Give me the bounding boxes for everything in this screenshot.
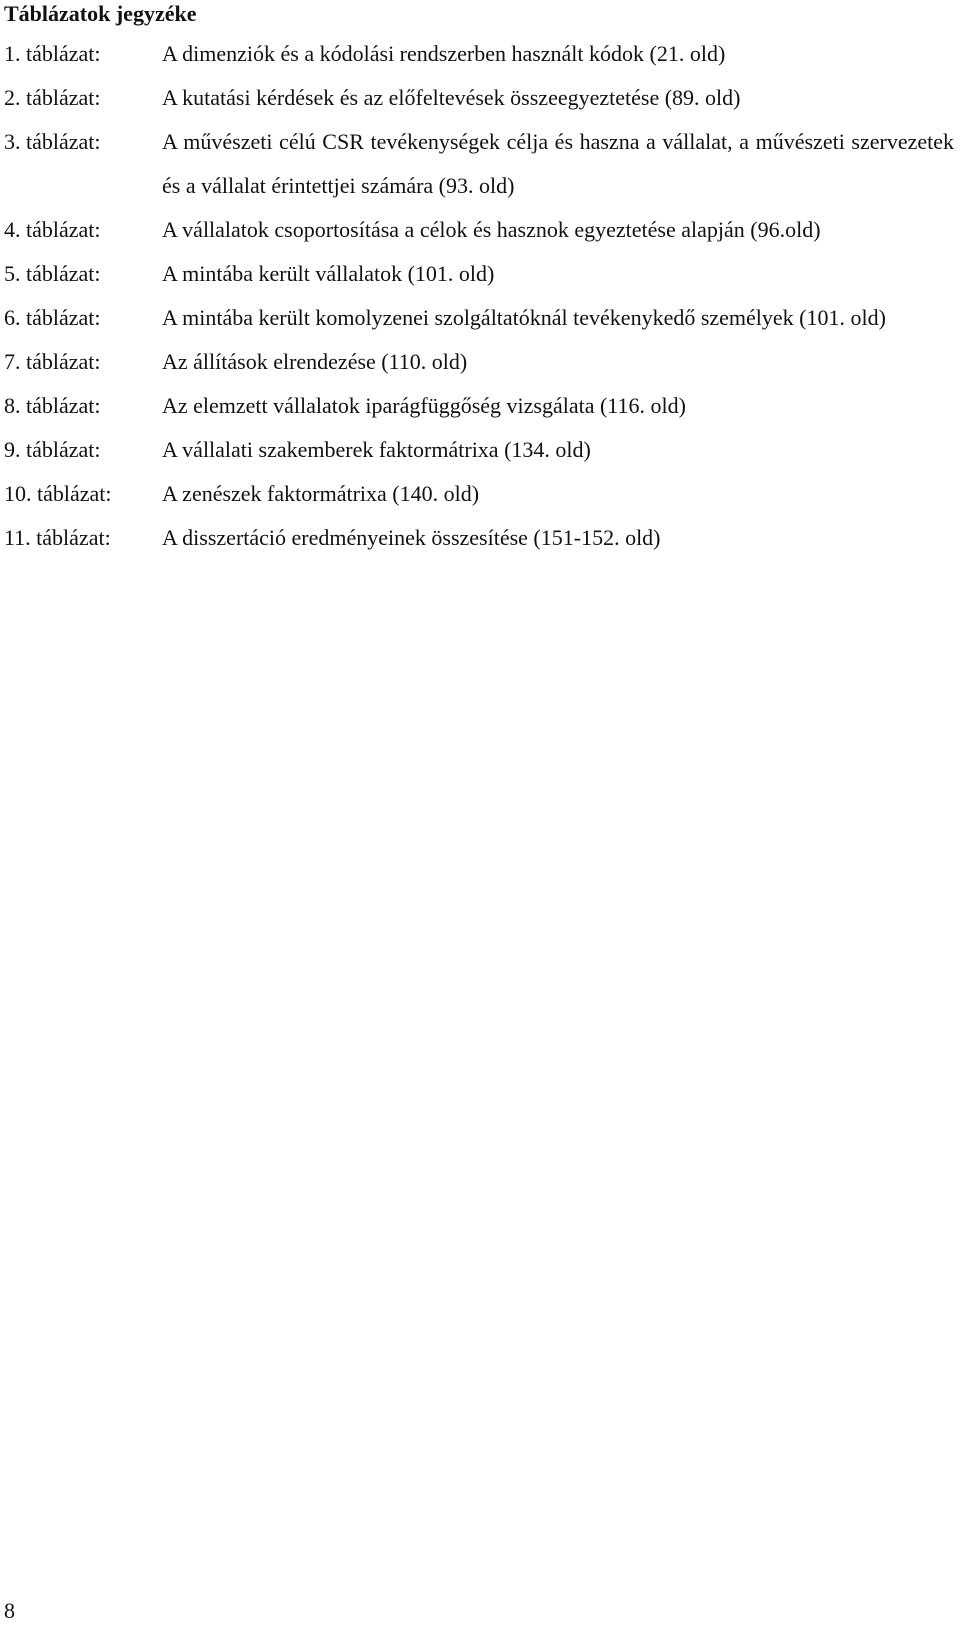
- list-item: [4, 428, 954, 472]
- page-number: 8: [4, 1598, 15, 1623]
- table-title: Az elemzett vállalatok iparágfüggőség vizsgálata (116. old): [162, 393, 686, 418]
- page-title: Táblázatok jegyzéke: [4, 1, 197, 26]
- table-number: 7. táblázat:: [4, 349, 101, 374]
- table-number: 11. táblázat:: [4, 525, 111, 550]
- table-number: 10. táblázat:: [4, 481, 112, 506]
- list-item: [4, 472, 954, 516]
- table-number: 9. táblázat:: [4, 437, 101, 462]
- table-title: A mintába került vállalatok (101. old): [162, 261, 495, 286]
- list-item: [4, 516, 954, 560]
- table-title: A művészeti célú CSR tevékenységek célja és haszna a vállalat, a művészeti szervezetek és a vállalat érintettjei számára (93. old): [162, 129, 954, 198]
- table-list: [4, 32, 954, 560]
- list-item: [4, 340, 954, 384]
- table-title: A kutatási kérdések és az előfeltevések összeegyeztetése (89. old): [162, 85, 741, 110]
- table-number: 6. táblázat:: [4, 305, 101, 330]
- table-number: 1. táblázat:: [4, 41, 101, 66]
- table-title: A disszertáció eredményeinek összesítése (151-152. old): [162, 525, 661, 550]
- table-title: A vállalatok csoportosítása a célok és hasznok egyeztetése alapján (96.old): [162, 217, 821, 242]
- table-number: 4. táblázat:: [4, 217, 101, 242]
- list-item: [4, 296, 954, 340]
- list-item: [4, 252, 954, 296]
- table-number: 5. táblázat:: [4, 261, 101, 286]
- table-title: Az állítások elrendezése (110. old): [162, 349, 468, 374]
- table-title: A mintába került komolyzenei szolgáltatóknál tevékenykedő személyek (101. old): [162, 305, 886, 330]
- list-item: [4, 208, 954, 252]
- table-title: A dimenziók és a kódolási rendszerben használt kódok (21. old): [162, 41, 726, 66]
- table-title: A vállalati szakemberek faktormátrixa (134. old): [162, 437, 591, 462]
- table-number: 2. táblázat:: [4, 85, 101, 110]
- list-item: [4, 76, 954, 120]
- table-number: 3. táblázat:: [4, 129, 101, 154]
- list-item: [4, 384, 954, 428]
- list-item: [4, 32, 954, 76]
- list-item: [4, 120, 954, 208]
- table-title: A zenészek faktormátrixa (140. old): [162, 481, 480, 506]
- table-number: 8. táblázat:: [4, 393, 101, 418]
